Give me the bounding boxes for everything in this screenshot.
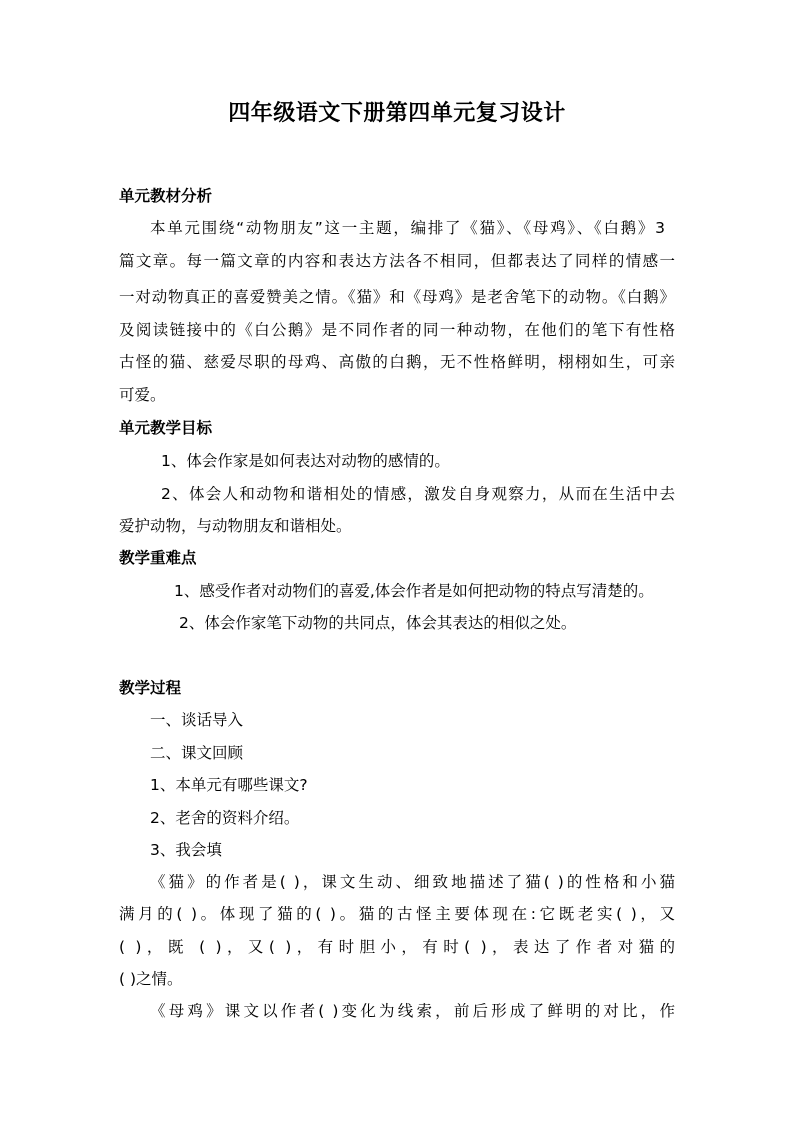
fill-in-line: ( )之情。 — [119, 970, 183, 988]
list-item: 1、本单元有哪些课文? — [150, 776, 308, 794]
list-item-continuation: 爱护动物，与动物朋友和谐相处。 — [119, 517, 352, 535]
list-item: 2、老舍的资料介绍。 — [150, 809, 300, 827]
list-item: 3、我会填 — [150, 841, 222, 859]
list-item: 一、谈话导入 — [150, 711, 244, 729]
document-title: 四年级语文下册第四单元复习设计 — [228, 101, 566, 126]
paragraph-line: 本单元围绕“动物朋友”这一主题，编排了《猫》、《母鸡》、《白鹅》3 — [150, 219, 665, 237]
paragraph-line: 及阅读链接中的《白公鹅》是不同作者的同一种动物，在他们的笔下有性格 — [119, 321, 675, 339]
fill-in-line: 《猫》的作者是( )，课文生动、细致地描述了猫( )的性格和小猫 — [150, 873, 675, 891]
section-heading-analysis: 单元教材分析 — [119, 187, 213, 205]
fill-in-line: 《母鸡》课文以作者( )变化为线索，前后形成了鲜明的对比，作 — [150, 1002, 675, 1020]
section-heading-goals: 单元教学目标 — [119, 419, 213, 437]
list-item: 二、课文回顾 — [150, 744, 244, 762]
paragraph-line: 可爱。 — [119, 386, 166, 404]
section-heading-process: 教学过程 — [119, 679, 182, 697]
paragraph-line: 古怪的猫、慈爱尽职的母鸡、高傲的白鹅，无不性格鲜明，栩栩如生，可亲 — [119, 353, 675, 371]
section-heading-key-points: 教学重难点 — [119, 549, 197, 567]
list-item: 2、体会作家笔下动物的共同点，体会其表达的相似之处。 — [179, 614, 577, 632]
paragraph-line: 篇文章。每一篇文章的内容和表达方法各不相同，但都表达了同样的情感一 — [119, 252, 675, 270]
list-item: 2、体会人和动物和谐相处的情感，激发自身观察力，从而在生活中去 — [161, 485, 675, 503]
fill-in-line: 满月的( )。体现了猫的( )。猫的古怪主要体现在:它既老实( )，又 — [119, 905, 675, 923]
fill-in-line: ( )，既 ( )，又( )，有时胆小，有时( )，表达了作者对猫的 — [119, 938, 675, 956]
list-item: 1、感受作者对动物们的喜爱,体会作者是如何把动物的特点写清楚的。 — [174, 582, 654, 600]
list-item: 1、体会作家是如何表达对动物的感情的。 — [161, 452, 450, 470]
paragraph-line: 一对动物真正的喜爱赞美之情。《猫》和《母鸡》是老舍笔下的动物。《白鹅》 — [119, 288, 675, 306]
